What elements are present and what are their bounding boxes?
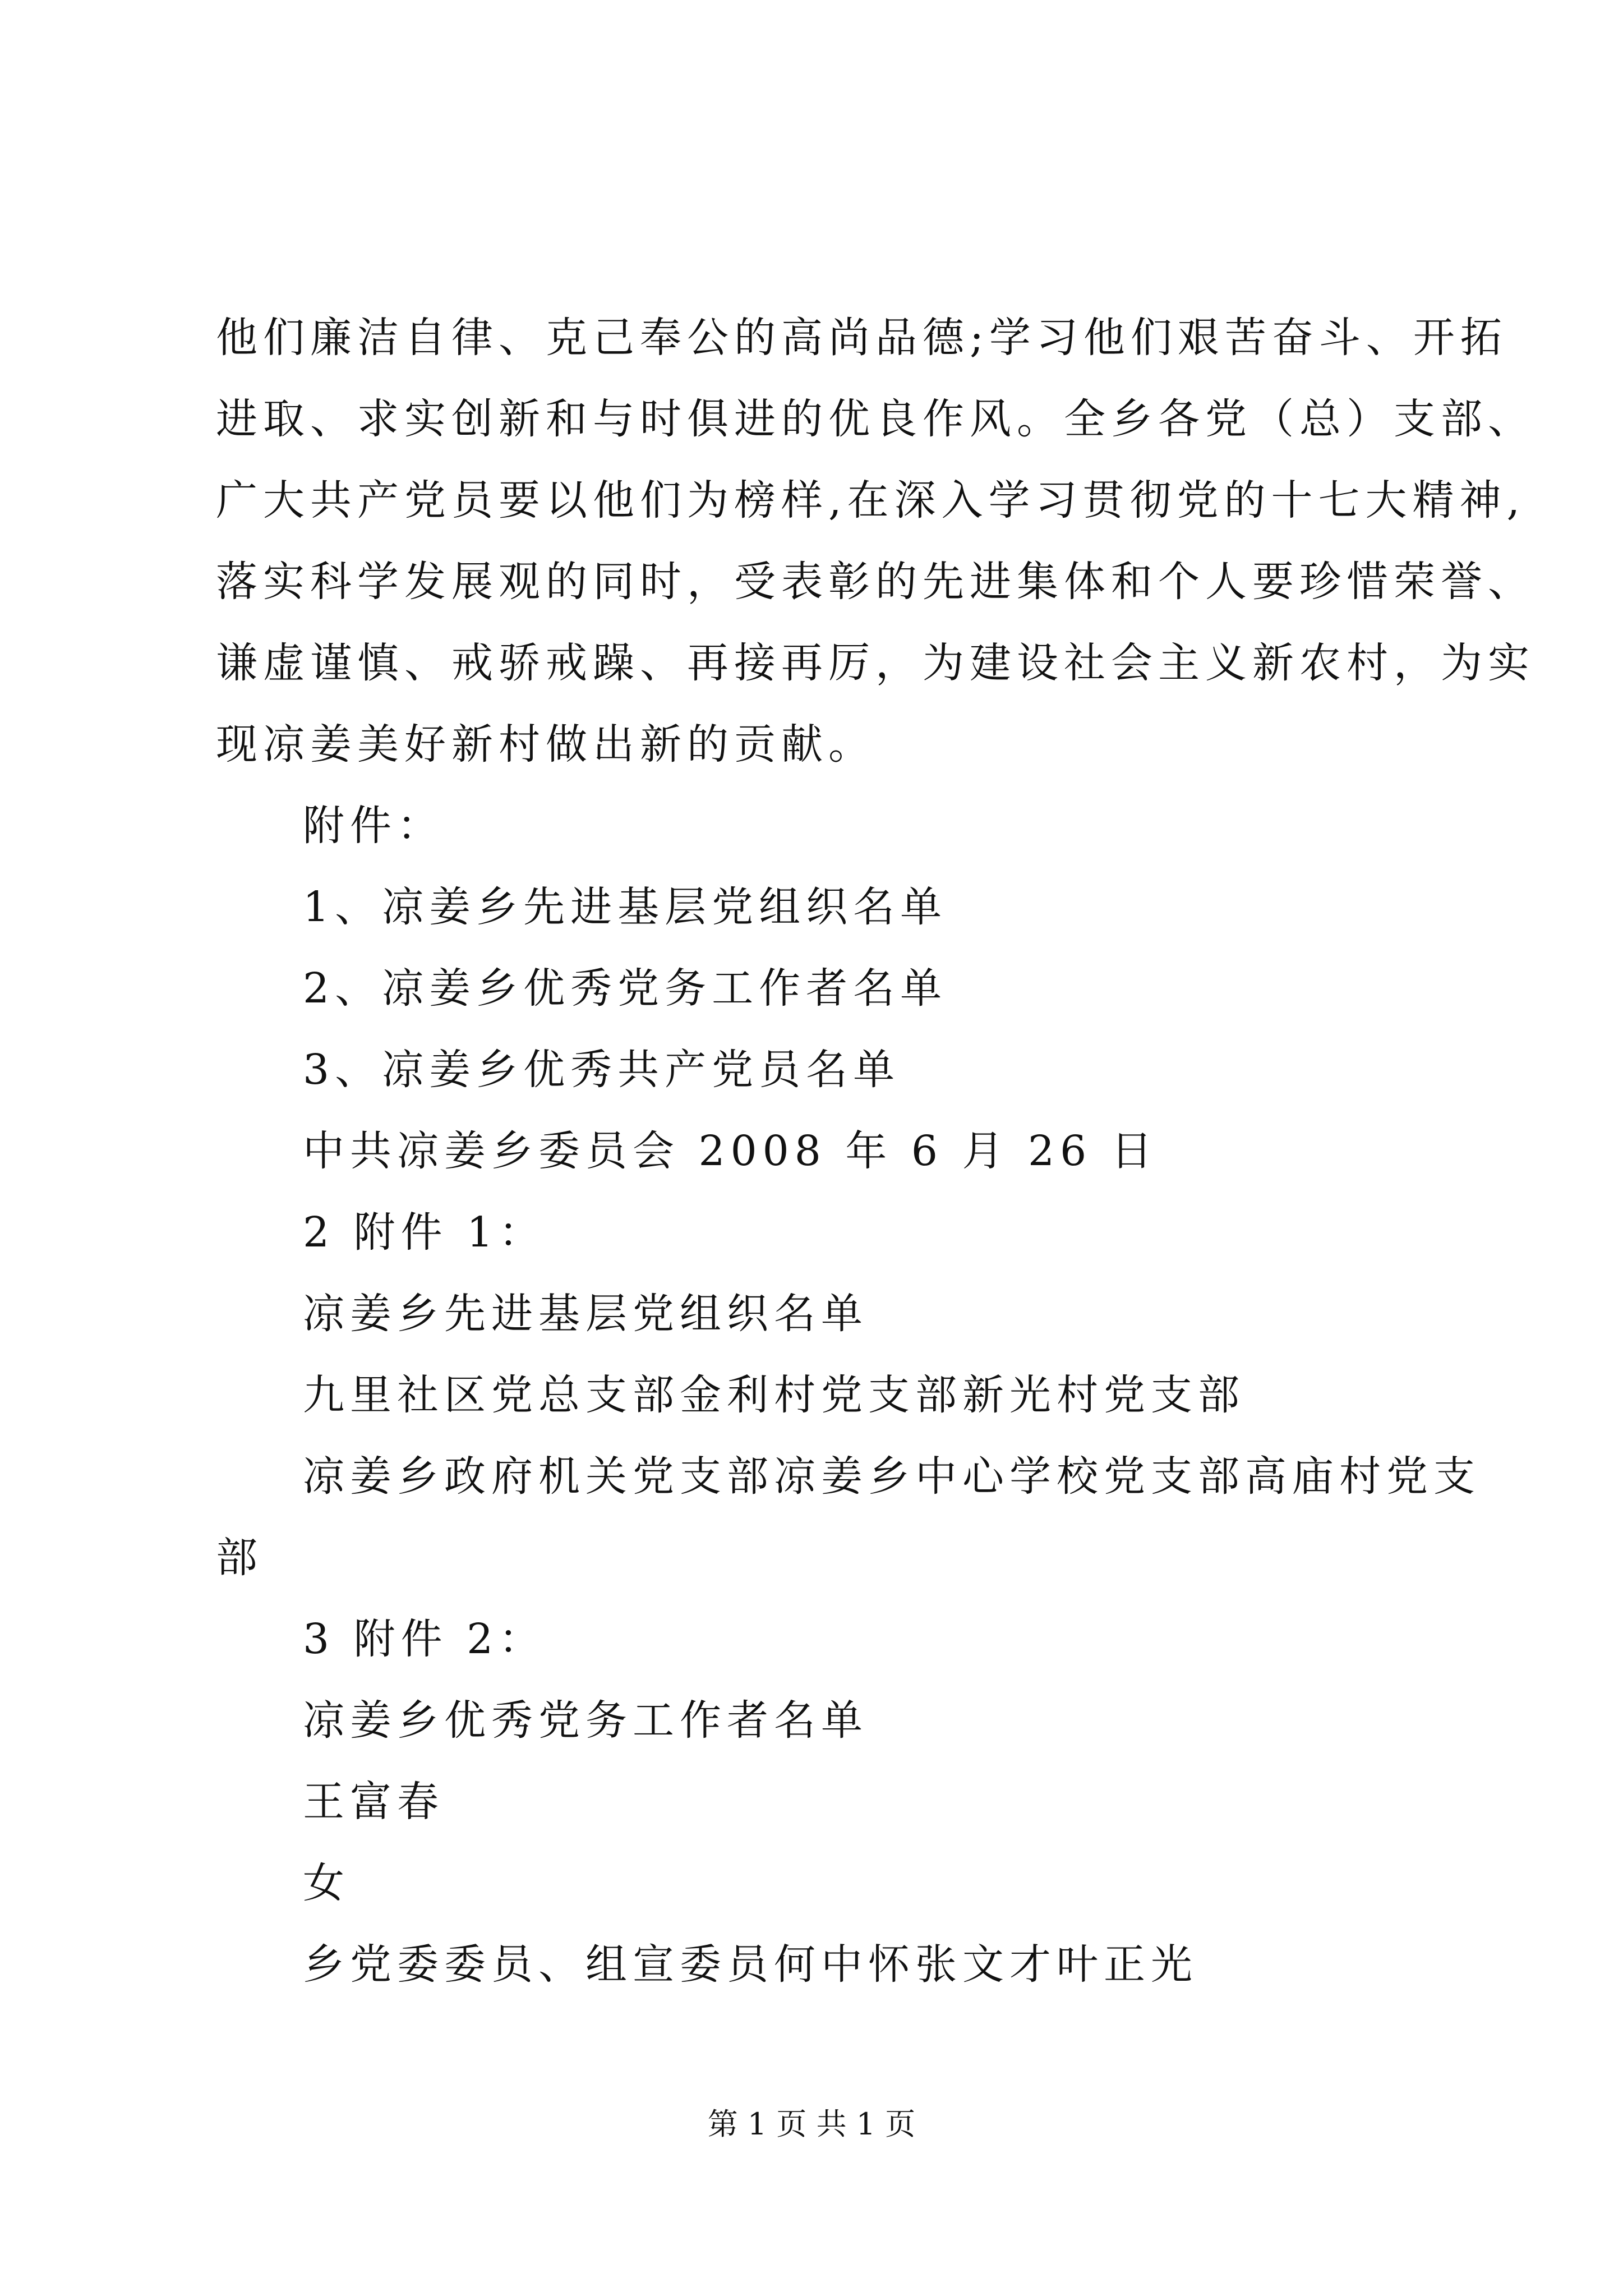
attachments-heading: 附件： [303, 802, 444, 850]
paragraph-line: 谦虚谨慎、戒骄戒躁、再接再厉，为建设社会主义新农村，为实 [216, 639, 1535, 687]
attachment-1-heading: 2 附件 1： [303, 1208, 546, 1257]
person-details-line: 乡党委委员、组宣委员何中怀张文才叶正光 [303, 1940, 1198, 1989]
paragraph-line: 进取、求实创新和与时俱进的优良作风。全乡各党（总）支部、 [216, 395, 1535, 443]
organization-list-line: 九里社区党总支部金利村党支部新光村党支部 [303, 1371, 1245, 1419]
attachment-2-heading: 3 附件 2： [303, 1615, 546, 1663]
paragraph-line: 现凉姜美好新村做出新的贡献。 [216, 720, 875, 769]
attachment-list-item: 1、凉姜乡先进基层党组织名单 [303, 883, 948, 931]
signature-date: 中共凉姜乡委员会 2008 年 6 月 26 日 [303, 1127, 1158, 1175]
person-gender: 女 [303, 1859, 350, 1907]
attachment-2-title: 凉姜乡优秀党务工作者名单 [303, 1696, 868, 1745]
organization-list-line: 部 [216, 1534, 263, 1582]
attachment-list-item: 3、凉姜乡优秀共产党员名单 [303, 1046, 901, 1094]
paragraph-line: 广大共产党员要以他们为榜样,在深入学习贯彻党的十七大精神, [216, 476, 1526, 524]
paragraph-line: 他们廉洁自律、克己奉公的高尚品德;学习他们艰苦奋斗、开拓 [216, 314, 1507, 362]
paragraph-line: 落实科学发展观的同时，受表彰的先进集体和个人要珍惜荣誉、 [216, 558, 1535, 606]
page-footer: 第 1 页 共 1 页 [707, 2106, 916, 2142]
attachment-list-item: 2、凉姜乡优秀党务工作者名单 [303, 964, 948, 1013]
person-name: 王富春 [303, 1778, 444, 1826]
organization-list-line: 凉姜乡政府机关党支部凉姜乡中心学校党支部高庙村党支 [303, 1452, 1481, 1501]
attachment-1-title: 凉姜乡先进基层党组织名单 [303, 1290, 868, 1338]
